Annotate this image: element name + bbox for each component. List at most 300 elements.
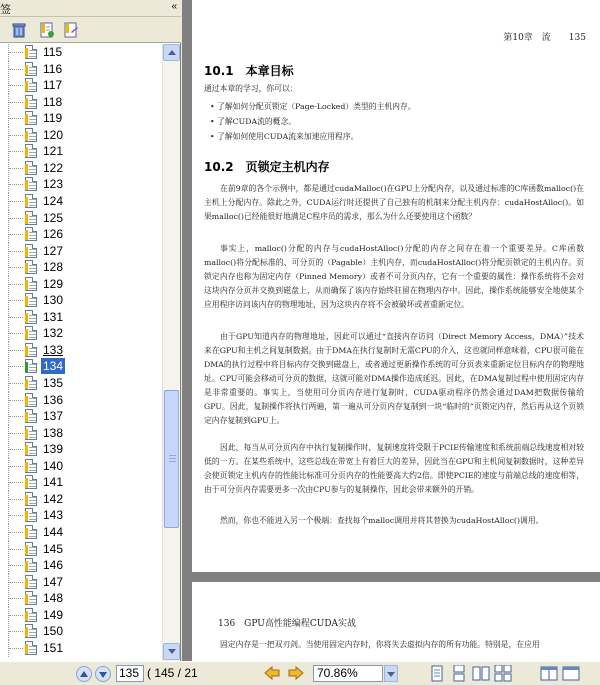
bookmark-ribbon (25, 462, 28, 472)
bookmark-label: 149 (43, 607, 64, 622)
bookmark-ribbon (25, 545, 28, 555)
icon-line (29, 417, 36, 418)
icon-line (29, 56, 36, 57)
bookmark-ribbon (25, 627, 28, 637)
bookmark-page-icon (25, 62, 37, 76)
paragraph: 在前9章的各个示例中，都是通过cudaMalloc()在GPU上分配内存，以及通过标准的C库函数malloc()在主机上分配内存。除此之外，CUDA运行时还提供了自己独有的机制来分配主机内存：cudaHostAlloc()。如果malloc()已经能很好地满足C程序员的需求，那么为什么还要使用这个函数？ (204, 184, 584, 221)
bookmark-item[interactable] (0, 491, 162, 508)
tree-connector (9, 449, 23, 450)
tree-scrollbar[interactable] (162, 44, 180, 661)
tree-connector (9, 565, 23, 566)
icon-line (29, 354, 36, 355)
bookmark-properties-button[interactable] (62, 21, 80, 39)
bookmark-ribbon (25, 214, 28, 224)
icon-line (29, 547, 36, 548)
fullscreen-button[interactable] (562, 665, 580, 682)
bookmark-page-icon (25, 376, 37, 390)
bookmark-item[interactable] (0, 640, 162, 657)
bullet-item: • 了解CUDA流的概念。 (210, 117, 297, 126)
bookmarks-panel (0, 0, 181, 661)
split-view-button[interactable] (540, 665, 558, 682)
bookmark-page-icon (25, 442, 37, 456)
bookmark-item[interactable] (0, 623, 162, 640)
bookmark-item[interactable] (0, 110, 162, 127)
icon-line (29, 596, 36, 597)
scroll-down-button[interactable] (163, 643, 180, 660)
bookmark-item[interactable] (0, 441, 162, 458)
bookmark-props-icon (62, 21, 80, 39)
bookmark-label: 140 (43, 458, 64, 473)
bookmark-page-icon (25, 492, 37, 506)
bookmark-label: 139 (43, 442, 64, 457)
icon-line (29, 480, 36, 481)
bookmark-label: 133 (43, 342, 64, 357)
bookmark-label: 123 (43, 177, 64, 192)
bookmark-item[interactable] (0, 590, 162, 607)
tree-connector (9, 598, 23, 599)
tree-connector (9, 102, 23, 103)
icon-line (29, 133, 36, 134)
arrow-down-icon (99, 672, 107, 678)
tree-connector (9, 482, 23, 483)
bookmark-label: 117 (43, 78, 63, 93)
bookmark-label: 127 (43, 243, 64, 258)
tree-connector (9, 69, 23, 70)
bookmark-ribbon (25, 362, 28, 372)
add-bookmark-button[interactable] (38, 21, 56, 39)
bookmark-page-icon (25, 227, 37, 241)
icon-line (29, 331, 36, 332)
delete-bookmark-button[interactable] (10, 21, 28, 39)
icon-line (29, 599, 36, 600)
bookmark-page-icon (25, 459, 37, 473)
bookmark-page-icon (25, 426, 37, 440)
panel-title: 签 (0, 4, 11, 16)
bookmark-page-icon (25, 211, 37, 225)
bookmark-ribbon (25, 48, 28, 58)
bookmark-item[interactable] (0, 408, 162, 425)
icon-line (29, 304, 36, 305)
previous-page-button[interactable] (76, 666, 92, 682)
bookmark-item[interactable] (0, 325, 162, 342)
bookmark-label: 148 (43, 591, 64, 606)
bookmark-item[interactable] (0, 292, 162, 309)
bookmark-add-icon (38, 21, 56, 39)
tree-connector (9, 168, 23, 169)
bookmark-item[interactable] (0, 392, 162, 409)
bookmark-page-icon (25, 78, 37, 92)
icon-line (29, 106, 36, 107)
icon-line (29, 635, 36, 636)
icon-line (29, 334, 36, 335)
bookmark-page-icon (25, 277, 37, 291)
bookmark-label: 132 (43, 326, 64, 341)
icon-line (29, 285, 36, 286)
paragraph: 因此，每当从可分页内存中执行复制操作时，复制速度将受限于PCIE传输速度和系统前端总线速度相对较低的一方。在某些系统中，这些总线在带宽上有着巨大的差异，因此当在GPU和主机间复制数据时，这种差异会使页锁定主机内存的性能比标准可分页内存的性能要高大约2倍。即使PCIE的速度与前端总线的速度相等，由于可分页内存需要更多一次由CPU参与的复制操作，因此会带来额外的开销。 (204, 443, 584, 494)
tree-connector (9, 582, 23, 583)
bookmark-label: 120 (43, 127, 64, 142)
icon-line (29, 318, 36, 319)
bookmark-ribbon (25, 379, 28, 389)
next-page-button[interactable] (95, 666, 111, 682)
bookmark-item[interactable] (0, 143, 162, 160)
icon-line (29, 351, 36, 352)
chevron-up-icon (168, 50, 176, 55)
icon-line (29, 470, 36, 471)
tree-connector (9, 631, 23, 632)
arrow-up-icon (80, 671, 88, 677)
bookmark-label: 150 (43, 624, 64, 639)
icon-line (29, 513, 36, 514)
icon-line (29, 467, 36, 468)
bookmark-page-icon (25, 575, 37, 589)
icon-line (29, 116, 36, 117)
chevron-down-icon (168, 649, 176, 654)
icon-line (29, 100, 36, 101)
bookmark-item[interactable] (0, 193, 162, 210)
bookmark-item[interactable] (0, 176, 162, 193)
tree-connector (9, 284, 23, 285)
forward-arrow-icon (287, 665, 305, 682)
bookmark-page-icon (25, 95, 37, 109)
tree-connector (9, 300, 23, 301)
icon-line (29, 298, 36, 299)
scroll-up-button[interactable] (163, 44, 180, 61)
bookmark-page-icon (25, 45, 37, 59)
tree-connector (9, 400, 23, 401)
icon-line (29, 282, 36, 283)
single-page-icon (428, 665, 446, 682)
tree-connector (9, 184, 23, 185)
bookmark-ribbon (25, 346, 28, 356)
icon-line (29, 222, 36, 223)
bookmark-item[interactable] (0, 259, 162, 276)
bookmark-ribbon (25, 197, 28, 207)
scroll-thumb[interactable] (164, 390, 179, 528)
panel-header (0, 0, 181, 17)
bookmark-item[interactable] (0, 210, 162, 227)
zoom-level-input[interactable]: 70.86% (313, 665, 383, 682)
icon-line (29, 73, 36, 74)
bookmark-page-icon (25, 608, 37, 622)
tree-connector (9, 52, 23, 53)
bookmark-ribbon (25, 429, 28, 439)
bookmark-page-icon (25, 177, 37, 191)
paragraph: 通过本章的学习，你可以： (204, 84, 298, 93)
bookmark-label: 144 (43, 524, 64, 539)
icon-line (29, 166, 36, 167)
bookmark-item[interactable] (0, 44, 162, 61)
bookmark-page-icon (25, 641, 37, 655)
tree-connector (9, 201, 23, 202)
bookmark-item[interactable] (0, 342, 162, 359)
bookmark-ribbon (25, 329, 28, 339)
icon-line (29, 381, 36, 382)
bookmark-page-icon (25, 194, 37, 208)
continuous-view-button[interactable] (450, 665, 468, 682)
bookmark-ribbon (25, 644, 28, 654)
bookmark-ribbon (25, 313, 28, 323)
bookmark-item[interactable] (0, 607, 162, 624)
bookmark-ribbon (25, 495, 28, 505)
tree-connector (9, 499, 23, 500)
status-bar (0, 661, 600, 685)
icon-line (29, 629, 36, 630)
icon-line (29, 67, 36, 68)
bookmark-label: 118 (43, 94, 63, 109)
bookmark-ribbon (25, 511, 28, 521)
bookmark-page-icon (25, 144, 37, 158)
page-number-input[interactable]: 135 (116, 665, 144, 682)
bookmark-item[interactable] (0, 358, 162, 375)
bookmark-item[interactable] (0, 309, 162, 326)
icon-line (29, 563, 36, 564)
bookmark-item[interactable] (0, 243, 162, 260)
icon-line (29, 152, 36, 153)
icon-line (29, 83, 36, 84)
icon-line (29, 483, 36, 484)
split-window-icon (540, 665, 558, 682)
bookmark-page-icon (25, 475, 37, 489)
icon-line (29, 619, 36, 620)
icon-line (29, 321, 36, 322)
chevron-down-icon (387, 672, 395, 677)
icon-line (29, 580, 36, 581)
icon-line (29, 288, 36, 289)
continuous-page-icon (450, 665, 468, 682)
icon-line (29, 384, 36, 385)
bookmark-label: 131 (43, 309, 64, 324)
bookmark-ribbon (25, 528, 28, 538)
icon-line (29, 370, 36, 371)
bookmark-label: 143 (43, 508, 64, 523)
icon-line (29, 616, 36, 617)
icon-line (29, 503, 36, 504)
bookmark-item[interactable] (0, 507, 162, 524)
icon-line (29, 50, 36, 51)
icon-line (29, 404, 36, 405)
zoom-dropdown-button[interactable] (384, 665, 398, 682)
bookmark-page-icon (25, 359, 37, 373)
bookmark-page-icon (25, 558, 37, 572)
bookmark-page-icon (25, 326, 37, 340)
bookmark-page-icon (25, 293, 37, 307)
bookmark-page-icon (25, 244, 37, 258)
bookmark-page-icon (25, 508, 37, 522)
bookmark-ribbon (25, 561, 28, 571)
icon-line (29, 155, 36, 156)
grip-line (169, 458, 176, 459)
bullet-item: • 了解如何使用CUDA流来加速应用程序。 (210, 132, 359, 141)
paragraph: 由于GPU知道内存的物理地址，因此可以通过“直接内存访问（Direct Memory Access，DMA）”技术来在GPU和主机之间复制数据。由于DMA在执行复制时无需CPU的介入，这也就同样意味着，CPU很可能在DMA的执行过程中将目标内存交换到磁盘上，或者通过更新操作系统的可分页表来重新定位目标内存的物理地址。CPU可能会移动可分页的数据，这就可能对DMA操作造成延迟。因此，在DMA复制过程中使用固定内存是非常重要的。事实上，当使用可分页内存进行复制时，CUDA驱动程序仍然会通过DAM把数据传输给GPU。因此，复制操作将执行两遍，第一遍从可分页内存复制到一块“临时的”页锁定内存，然后再从这个页锁定内存复制到GPU上。 (204, 332, 584, 425)
bookmark-ribbon (25, 180, 28, 190)
icon-line (29, 232, 36, 233)
bookmark-ribbon (25, 445, 28, 455)
icon-line (29, 205, 36, 206)
back-arrow-icon (263, 665, 281, 682)
bookmark-ribbon (25, 263, 28, 273)
icon-line (29, 553, 36, 554)
bookmark-label: 115 (43, 45, 63, 59)
bookmark-label: 116 (43, 61, 63, 76)
document-view[interactable] (182, 0, 600, 661)
icon-line (29, 70, 36, 71)
bookmark-item[interactable] (0, 474, 162, 491)
bookmark-ribbon (25, 147, 28, 157)
bookmark-ribbon (25, 81, 28, 91)
icon-line (29, 437, 36, 438)
icon-line (29, 500, 36, 501)
icon-line (29, 265, 36, 266)
icon-line (29, 530, 36, 531)
bookmark-page-icon (25, 393, 37, 407)
icon-line (29, 536, 36, 537)
icon-line (29, 464, 36, 465)
bookmark-label: 135 (43, 376, 64, 390)
bookmark-item[interactable] (0, 226, 162, 243)
icon-line (29, 149, 36, 150)
bookmark-page-icon (25, 591, 37, 605)
icon-line (29, 249, 36, 250)
bookmark-item[interactable] (0, 77, 162, 94)
bookmark-item[interactable] (0, 524, 162, 541)
bookmark-label: 134 (43, 359, 64, 374)
icon-line (29, 188, 36, 189)
bookmark-label: 145 (43, 541, 64, 556)
icon-line (29, 646, 36, 647)
bookmark-ribbon (25, 114, 28, 124)
bookmark-page-icon (25, 310, 37, 324)
bookmark-page-icon (25, 542, 37, 556)
bookmark-ribbon (25, 65, 28, 75)
trash-icon (10, 21, 28, 39)
continuous-facing-view-button[interactable] (494, 665, 512, 682)
page-count: ( 145 / 21 (147, 666, 198, 680)
icon-line (29, 652, 36, 653)
tree-connector (9, 333, 23, 334)
running-header: 136 GPU高性能编程CUDA实战 (218, 619, 357, 629)
tree-connector (9, 466, 23, 467)
bookmark-label: 142 (43, 491, 64, 506)
icon-line (29, 431, 36, 432)
icon-line (29, 586, 36, 587)
bookmark-label: 147 (43, 574, 64, 589)
bookmark-ribbon (25, 396, 28, 406)
document-page (192, 0, 600, 572)
bookmark-item[interactable] (0, 557, 162, 574)
icon-line (29, 268, 36, 269)
facing-view-button[interactable] (472, 665, 490, 682)
panel-toolbar (0, 17, 181, 43)
icon-line (29, 516, 36, 517)
bookmark-item[interactable] (0, 425, 162, 442)
bookmark-item[interactable] (0, 574, 162, 591)
icon-line (29, 271, 36, 272)
icon-line (29, 199, 36, 200)
icon-line (29, 315, 36, 316)
document-page (192, 582, 600, 661)
icon-line (29, 497, 36, 498)
tree-connector (9, 615, 23, 616)
bookmark-page-icon (25, 128, 37, 142)
tree-connector (9, 549, 23, 550)
icon-line (29, 301, 36, 302)
icon-line (29, 235, 36, 236)
bookmark-item[interactable] (0, 541, 162, 558)
tree-connector (9, 350, 23, 351)
icon-line (29, 364, 36, 365)
bookmark-label: 138 (43, 425, 64, 440)
icon-line (29, 447, 36, 448)
icon-line (29, 252, 36, 253)
bookmark-label: 126 (43, 227, 64, 242)
bookmark-ribbon (25, 247, 28, 257)
bookmark-item[interactable] (0, 160, 162, 177)
paragraph: 事实上，malloc()分配的内存与cudaHostAlloc()分配的内存之间存在着一个重要差异。C库函数malloc()将分配标准的、可分页的（Pagable）主机内存，而cudaHostAlloc()将分配页锁定的主机内存。页锁定内存也称为固定内存（Pinned Memory）或者不可分页内存，它有一个重要的属性：操作系统将不会对这块内存分页并交换到磁盘上，从而确保了该内存始终驻留在物理内存中。因此，操作系统能够安全地使某个应用程序访问该内存的物理地址，因为这块内存将不会被破坏或者重新定位。 (204, 244, 584, 309)
icon-line (29, 632, 36, 633)
bookmark-item[interactable] (0, 127, 162, 144)
icon-line (29, 172, 36, 173)
icon-line (29, 602, 36, 603)
bookmark-ribbon (25, 98, 28, 108)
icon-line (29, 122, 36, 123)
bookmark-item[interactable] (0, 276, 162, 293)
bookmark-page-icon (25, 111, 37, 125)
icon-line (29, 367, 36, 368)
tree-connector (9, 234, 23, 235)
tree-connector (9, 433, 23, 434)
bookmark-page-icon (25, 624, 37, 638)
icon-line (29, 219, 36, 220)
bookmark-item[interactable] (0, 375, 162, 392)
bookmark-ribbon (25, 131, 28, 141)
bookmark-item[interactable] (0, 61, 162, 78)
icon-line (29, 169, 36, 170)
bookmark-label: 130 (43, 293, 64, 308)
icon-line (29, 519, 36, 520)
icon-line (29, 202, 36, 203)
tree-connector (9, 118, 23, 119)
running-header: 第10章 流 135 (503, 33, 586, 43)
fullscreen-icon (562, 665, 580, 682)
tree-connector (9, 515, 23, 516)
tree-connector (9, 532, 23, 533)
go-forward-button[interactable] (287, 665, 305, 682)
icon-line (29, 255, 36, 256)
grip-line (169, 455, 176, 456)
go-back-button[interactable] (263, 665, 281, 682)
icon-line (29, 414, 36, 415)
bookmark-item[interactable] (0, 94, 162, 111)
tree-connector (9, 267, 23, 268)
bookmark-ribbon (25, 280, 28, 290)
paragraph: 固定内存是一把双刃剑。当使用固定内存时，你将失去虚拟内存的所有功能。特别是，在应用 (220, 640, 540, 649)
icon-line (29, 185, 36, 186)
single-page-view-button[interactable] (428, 665, 446, 682)
icon-line (29, 86, 36, 87)
bookmark-label: 151 (43, 640, 64, 655)
bookmark-item[interactable] (0, 458, 162, 475)
section-heading: 10.1 本章目标 (204, 64, 294, 78)
icon-line (29, 337, 36, 338)
bookmark-label: 136 (43, 392, 64, 407)
icon-line (29, 550, 36, 551)
bookmark-ribbon (25, 412, 28, 422)
icon-line (29, 453, 36, 454)
collapse-panel-button[interactable]: « (171, 1, 177, 12)
icon-line (29, 53, 36, 54)
bookmark-label: 124 (43, 193, 64, 208)
